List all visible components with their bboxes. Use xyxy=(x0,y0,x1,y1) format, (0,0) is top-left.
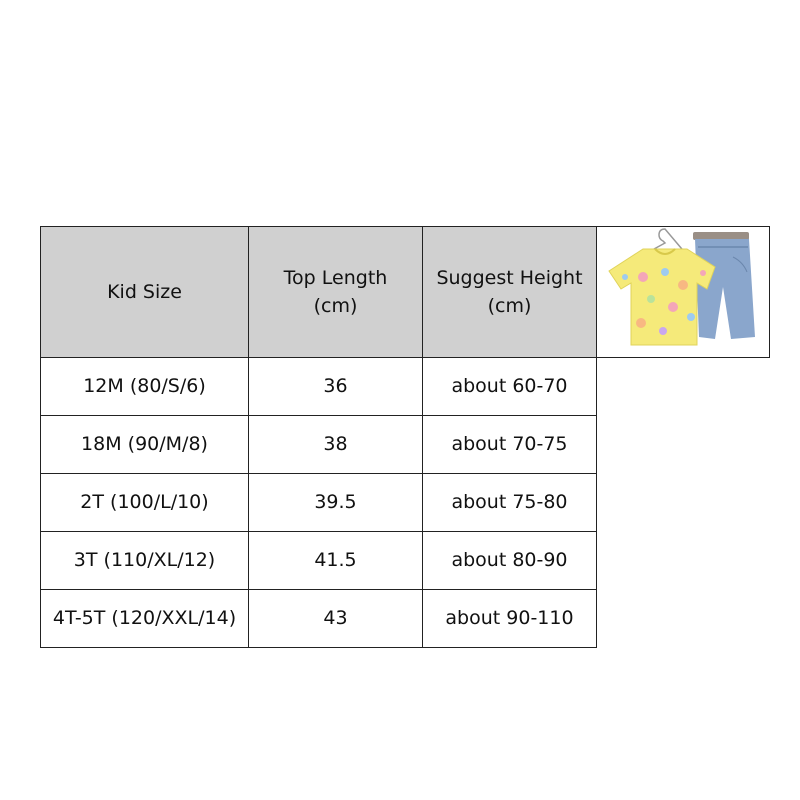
cell-suggest-height: about 90-110 xyxy=(423,590,597,648)
cell-kid-size: 2T (100/L/10) xyxy=(41,474,249,532)
cell-top-length: 41.5 xyxy=(249,532,423,590)
table-row xyxy=(41,416,770,474)
cell-top-length: 43 xyxy=(249,590,423,648)
cell-kid-size: 18M (90/M/8) xyxy=(41,416,249,474)
cell-kid-size: 12M (80/S/6) xyxy=(41,358,249,416)
product-image-cell xyxy=(597,227,770,358)
table-row xyxy=(41,590,770,648)
header-kid-size xyxy=(41,227,249,358)
cell-suggest-height: about 75-80 xyxy=(423,474,597,532)
cell-suggest-height: about 80-90 xyxy=(423,532,597,590)
cell-suggest-height: about 60-70 xyxy=(423,358,597,416)
table-row xyxy=(41,474,770,532)
header-kid-size-label: Kid Size xyxy=(107,280,182,303)
table-row xyxy=(41,358,770,416)
header-row xyxy=(41,227,770,358)
header-top-length xyxy=(249,227,423,358)
header-suggest-height xyxy=(423,227,597,358)
header-top-length-line2: (cm) xyxy=(313,295,358,317)
outfit-image xyxy=(603,227,763,357)
cell-suggest-height: about 70-75 xyxy=(423,416,597,474)
cell-top-length: 38 xyxy=(249,416,423,474)
cell-top-length: 36 xyxy=(249,358,423,416)
header-suggest-height-line2: (cm) xyxy=(487,295,532,317)
table-row xyxy=(41,532,770,590)
cell-top-length: 39.5 xyxy=(249,474,423,532)
header-suggest-height-line1: Suggest Height xyxy=(436,266,583,289)
header-top-length-line1: Top Length xyxy=(283,266,388,289)
cell-kid-size: 3T (110/XL/12) xyxy=(41,532,249,590)
size-chart-table xyxy=(40,226,770,648)
cell-kid-size: 4T-5T (120/XXL/14) xyxy=(41,590,249,648)
